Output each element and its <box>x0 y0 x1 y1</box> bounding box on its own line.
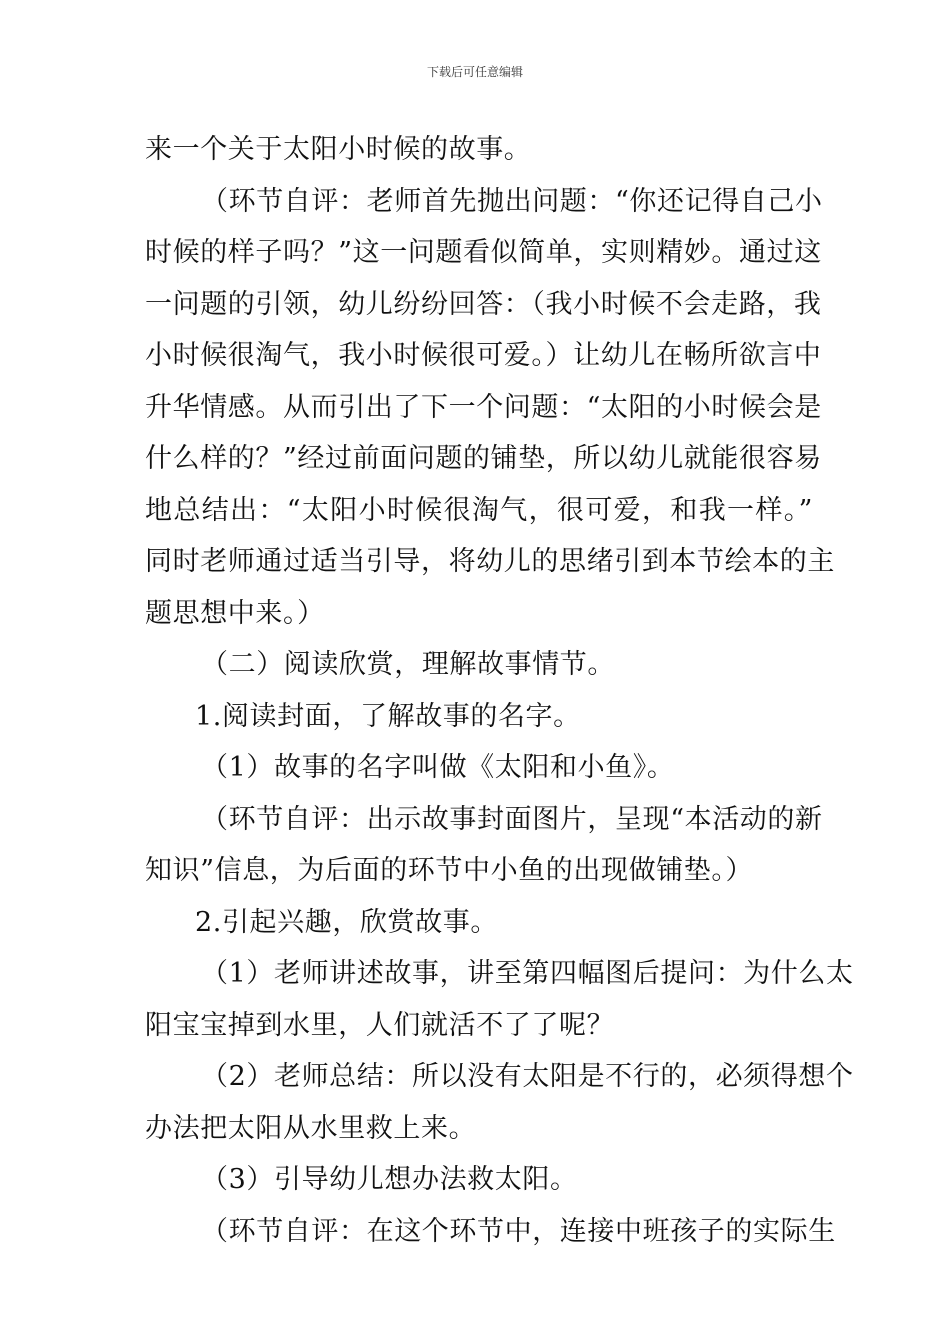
document-body <box>145 124 854 1257</box>
text-line: （2）老师总结：所以没有太阳是不行的，必须得想个 <box>201 1061 854 1092</box>
text-line: 升华情感。从而引出了下一个问题：“太阳的小时候会是 <box>145 391 822 423</box>
text-line: 什么样的？”经过前面问题的铺垫，所以幼儿就能很容易 <box>145 443 822 474</box>
text-line: 来一个关于太阳小时候的故事。 <box>145 134 532 165</box>
subsection-heading: 1.阅读封面，了解故事的名字。 <box>195 700 581 732</box>
subsection-heading: 2.引起兴趣，欣赏故事。 <box>195 906 498 938</box>
text-line: 办法把太阳从水里救上来。 <box>145 1112 477 1144</box>
text-line: 题思想中来。） <box>145 597 325 629</box>
text-line: （1）故事的名字叫做《太阳和小鱼》。 <box>201 752 675 783</box>
text-line: 一问题的引领，幼儿纷纷回答：（我小时候不会走路，我 <box>145 288 822 320</box>
text-line: （1）老师讲述故事，讲至第四幅图后提问：为什么太 <box>201 958 854 989</box>
text-line: 阳宝宝掉到水里，人们就活不了了呢？ <box>145 1009 615 1041</box>
text-line: 知识”信息，为后面的环节中小鱼的出现做铺垫。） <box>145 855 754 886</box>
text-line: 地总结出：“太阳小时候很淘气，很可爱，和我一样。” <box>145 494 813 526</box>
text-line: （环节自评：在这个环节中，连接中班孩子的实际生 <box>201 1215 836 1247</box>
text-line: （3）引导幼儿想办法救太阳。 <box>201 1164 578 1195</box>
section-heading: （二）阅读欣赏，理解故事情节。 <box>201 649 615 680</box>
text-line: 同时老师通过适当引导，将幼儿的思绪引到本节绘本的主 <box>145 546 835 577</box>
text-line: 小时候很淘气，我小时候很可爱。）让幼儿在畅所欲言中 <box>145 340 822 371</box>
text-line: （环节自评：老师首先抛出问题：“你还记得自己小 <box>201 185 823 217</box>
text-line: （环节自评：出示故事封面图片，呈现“本活动的新 <box>201 803 823 835</box>
text-line: 时候的样子吗？”这一问题看似简单，实则精妙。通过这 <box>145 237 822 268</box>
page-header: 下载后可任意编辑 <box>426 65 523 79</box>
